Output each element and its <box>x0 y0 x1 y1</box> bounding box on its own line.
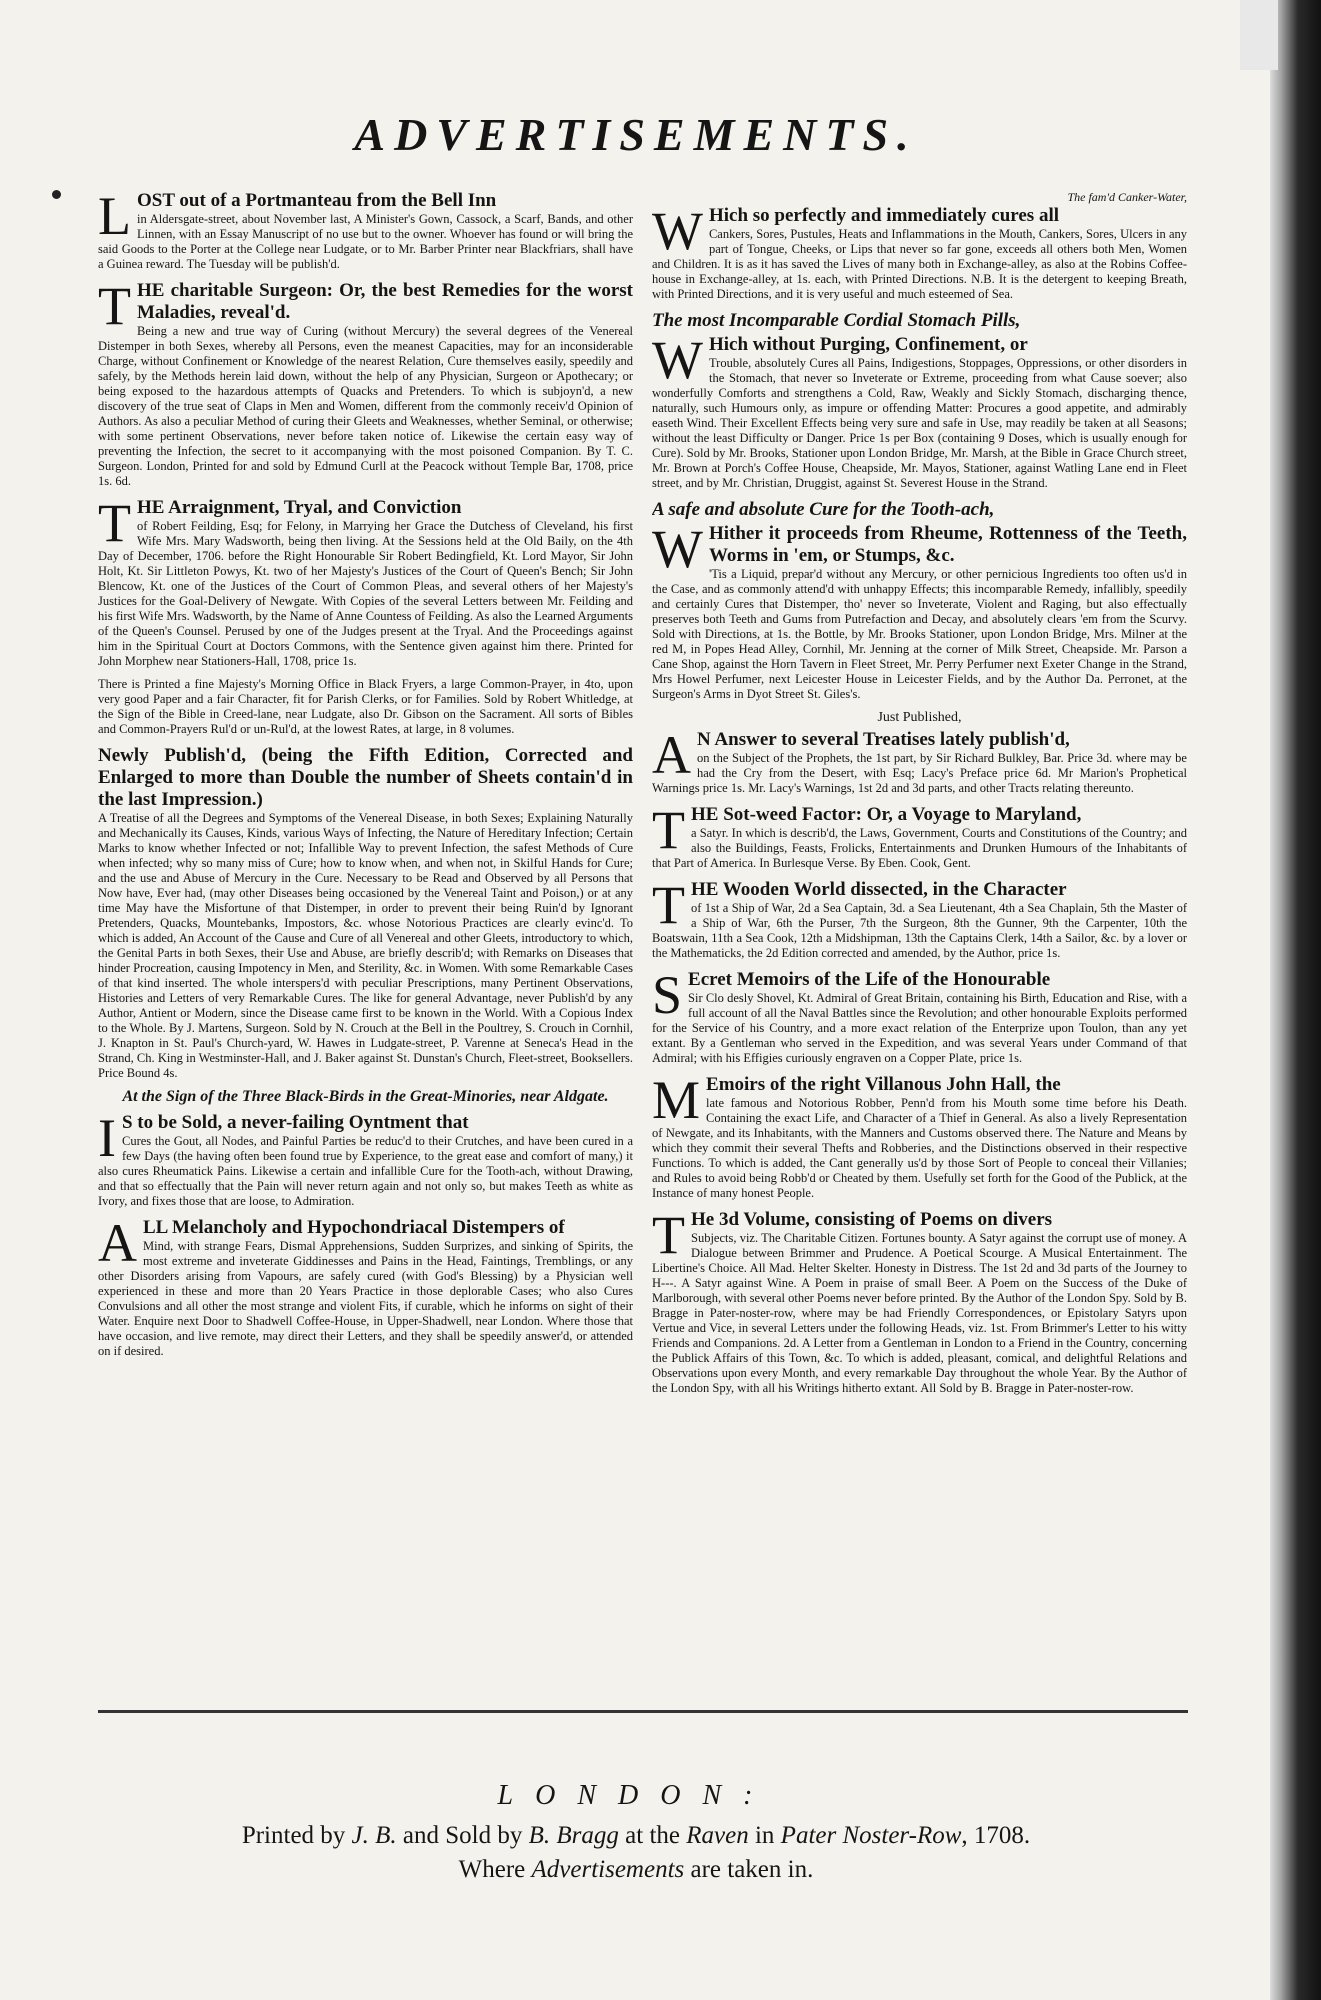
ad-content <box>98 1108 633 1209</box>
ad-heading <box>98 276 633 336</box>
ad-heading <box>652 1205 1187 1265</box>
ad-content <box>652 330 1187 491</box>
advertisement <box>98 1108 633 1209</box>
imprint-year: , 1708. <box>961 1822 1031 1849</box>
ad-content <box>652 1070 1187 1201</box>
ad-heading-text: HE Arraignment, Tryal, and Conviction <box>137 497 462 518</box>
footer-city: LONDON: <box>497 1780 775 1811</box>
drop-cap: T <box>652 1205 685 1265</box>
ad-body-text: Being a new and true way of Curing (without Mercury) the several degrees of the Venereal Distemper in both Sexes, whereby all Persons, even the meanest Capacities, may for an inconsiderable Charge, without Confinement or Knowledge of the nearest Relation, Cure themselves easily, speedily and safely, by the Methods herein laid down, without the help of any Physician, Surgeon or Apothecary; or being exposed to the hazardous attempts of Quacks and Pretenders. To which is subjoyn'd, a new discovery of the true seat of Claps in Men and Women, different from the commonly receiv'd Opinion of Authors. As also a peculiar Method of curing their Gleets and Weaknesses, whether Seminal, or otherwise; with some pertinent Observations, never before taken notice of. Likewise the certain easy way of preventing the Infection, the secret to it accompanying with the most poisoned Companion. By T. C. Surgeon. London, Printed for and sold by Edmund Curll at the Peacock without Temple Bar, 1708, price 1s. 6d. <box>98 324 633 488</box>
ad-body-text: Trouble, absolutely Cures all Pains, Indigestions, Stoppages, Oppressions, or other disorders in the Stomach, that never so Inveterate or Extreme, proceeding from what Cause soever; also wonderfully Comforts and strengthens a Cold, Raw, Weakly and Sickly Stomach, discharging thence, naturally, such Humours only, as impure or offending Matter: Procures a good appetite, and admirably easeth Wind. Their Excellent Effects being very sure and safe in Use, may readily be taken at all Seasons; without the least Difficulty or Danger. Price 1s per Box (containing 9 Doses, which is usually enough for Cure). Sold by Mr. Brooks, Stationer upon London Bridge, Mr. Marsh, at the Bible in Grace Church street, Mr. Brown at Porch's Coffee House, Cheapside, Mr. Mayos, Stationer, against Watling Lane end in Fleet street, and by Mr. Christian, Druggist, against St. Severest House in the Strand. <box>652 356 1187 490</box>
advertisement <box>98 276 633 489</box>
paper-tab <box>1240 0 1278 70</box>
ad-heading-text: Hich without Purging, Confinement, or <box>708 334 1028 355</box>
masthead-title: ADVERTISEMENTS. <box>354 109 918 160</box>
ad-content <box>652 725 1187 796</box>
advertisement <box>98 745 633 1081</box>
note-advertisements: Advertisements <box>531 1856 685 1883</box>
ad-heading-text: HE Wooden World dissected, in the Character <box>691 879 1067 900</box>
advertisement <box>652 499 1187 702</box>
advertisement <box>652 190 1187 302</box>
ad-content <box>98 190 633 272</box>
ad-body-text: Cures the Gout, all Nodes, and Painful Parties be reduc'd to their Crutches, and have been cured in a few Days (the having often been found true by Experience, to the great ease and comfort of many,) it also cures Rheumatick Pains. Likewise a certain and infallible Cure for the Tooth-ach, without Drawing, and that so effectually that the Pain will never return again and not only so, but makes Teeth as white as Ivory, and fixes those that are loose, to Admiration. <box>98 1134 633 1208</box>
imprint-text: in <box>748 1822 781 1849</box>
ad-content <box>652 875 1187 961</box>
left-column <box>98 190 633 1705</box>
drop-cap: M <box>652 1070 701 1130</box>
ad-just-published: Just Published, <box>877 710 962 725</box>
advertisement <box>98 1213 633 1359</box>
ad-heading-text: Newly Publish'd, (being the Fifth Edition, Corrected and Enlarged to more than Double the number of Sheets contain'd in the last Impression.) <box>98 745 633 810</box>
ad-body-text: a Satyr. In which is describ'd, the Laws, Government, Courts and Constitutions of the Country; and also the Buildings, Feasts, Frolicks, Entertainments and Drunken Humours of the Inhabitants of that Part of America. In Burlesque Verse. By Eben. Cook, Gent. <box>652 826 1187 870</box>
footer-advertisements-note <box>0 1856 1272 1884</box>
advertisement <box>98 677 633 737</box>
advertisement <box>98 1089 633 1104</box>
ad-heading <box>98 493 633 553</box>
ad-kicker: The fam'd Canker-Water, <box>1067 190 1187 204</box>
ad-heading <box>652 1070 1187 1130</box>
drop-cap: W <box>652 201 703 261</box>
footer-imprint <box>0 1822 1272 1850</box>
advertisement <box>652 1205 1187 1396</box>
imprint-text: at the <box>618 1822 687 1849</box>
ad-body-text: Sir Clo desly Shovel, Kt. Admiral of Great Britain, containing his Birth, Education and Rise, with a full account of all the Naval Battles since the Revolution; and other honourable Exploits performed for the Service of his Country, and a more exact relation of the Enterprize upon Toulon, than any yet extant. By a Gentleman who served in the Expedition, and was several Years under Command of that Admiral; with his Effigies curiously engraven on a Copper Plate, price 1s. <box>652 991 1187 1065</box>
ad-body-text: 'Tis a Liquid, prepar'd without any Mercury, or other pernicious Ingredients too often us'd in the Case, and as commonly attend'd with unhappy Effects; this incomparable Remedy, infallibly, speedily and certainly Cures that Distemper, tho' never so Inveterate, Violent and Raging, but also effectually preserves both Teeth and Gums from Putrefaction and Decay, and absolutely clears 'em from the Scurvy. Sold with Directions, at 1s. the Bottle, by Mr. Brooks Stationer, upon London Bridge, Mrs. Milner at the red M, in Popes Head Alley, Cornhil, Mr. Jenning at the corner of Milk Street, Cheapside. Mr. Parson a Cane Shop, against the Horn Tavern in Fleet Street, Mr. Perry Perfumer next Exeter Change in the Strand, Mrs Howel Perfumer, next Leicester House in Leicester Fields, and by the Author Da. Perronet, at the Surgeon's Arms in Dyot Street St. Giles's. <box>652 567 1187 701</box>
ad-heading-text: LL Melancholy and Hypochondriacal Distempers of <box>143 1217 565 1238</box>
imprint-text: and Sold by <box>396 1822 529 1849</box>
ad-body-text: A Treatise of all the Degrees and Symptoms of the Venereal Disease, in both Sexes; Explaining Naturally and Mechanically its Causes, Kinds, various Ways of Infecting, the Nature of Hereditary Infection; Certain Marks to know whether Infected or not; Infallible Way to prevent Infection, the safest Methods of Cure when infected; why so many miss of Cure; how to know when, and when not, in Skilful Hands for Cure; and the use and Abuse of Mercury in the Cure. Necessary to be Read and Observed by all Persons that Now have, Ever had, (may other Diseases being occasioned by the Venereal Taint and Poison,) or at any time May have the Misfortune of that Distemper, in order to prevent their being Ruin'd by Ignorant Pretenders, Quacks, Mountebanks, Impostors, &c. whose Notorious Practices are clearly evinc'd. To which is added, An Account of the Cause and Cure of all Venereal and other Gleets, introductory to which, the Genital Parts in both Sexes, their Use and Abuse, are briefly describ'd; with Remarks on Diseases that hinder Procreation, causing Impotency in Men, and Sterility, &c. in Women. With some Remarkable Cases of that kind inserted. The whole interspers'd with peculiar Prescriptions, many Pertinent Observations, Histories and Letters of very Remarkable Cures. The like for general Advantage, never Publish'd by any Author, Antient or Modern, since the Disease came first to be known in the World. With a Copious Index to the Whole. By J. Martens, Surgeon. Sold by N. Crouch at the Bell in the Poultrey, S. Crouch in Cornhil, J. Knapton in St. Paul's Church-yard, W. Hawes in Ludgate-street, P. Varenne at Seneca's Head in the Strand, Ch. King in Westminster-Hall, and J. Baker against St. Dunstan's Church, Fleet-street, Booksellers. Price Bound 4s. <box>98 811 633 1080</box>
drop-cap: T <box>652 800 685 860</box>
imprint-text: Printed by <box>241 1822 352 1849</box>
drop-cap: T <box>98 493 131 553</box>
drop-cap: L <box>98 190 131 246</box>
imprint-seller: B. Bragg <box>528 1822 619 1849</box>
right-column <box>652 190 1187 1705</box>
note-text: are taken in. <box>684 1856 814 1883</box>
drop-cap: I <box>98 1108 116 1168</box>
ad-heading <box>98 1108 633 1168</box>
ad-content <box>98 276 633 489</box>
advertisement <box>652 710 1187 796</box>
drop-cap: S <box>652 965 683 1025</box>
advertisement <box>652 800 1187 871</box>
ad-content <box>98 1213 633 1359</box>
ad-content <box>98 493 633 669</box>
ad-body-text: of Robert Feilding, Esq; for Felony, in Marrying her Grace the Dutchess of Cleveland, his first Wife Mrs. Mary Wadsworth, being then living. At the Sessions held at the Old Baily, on the 4th Day of December, 1706. before the Right Honourable Sir Robert Bedingfield, Kt. Lord Mayor, Sir John Holt, Kt. Sir Littleton Powys, Kt. two of her Majesty's Justices of the Court of Queen's Bench; Sir John Blencow, Kt. one of the Justices of the Court of Common Pleas, and several others of her Majesty's Justices for the Goal-Delivery of Newgate. With Copies of the several Letters between Mr. Feilding and his first Wife Mrs. Wadsworth, by the Name of Anne Countess of Feilding. As also the Learned Arguments of the Queen's Counsel. Perused by one of the Judges present at the Tryal. And the Proceedings against him in the Spiritual Court at Doctors Commons, with the Sentence given against him there. Printed for John Morphew near Stationers-Hall, 1708, price 1s. <box>98 519 633 668</box>
drop-cap: W <box>652 330 703 390</box>
ad-sign-line: At the Sign of the Three Black-Birds in the Great-Minories, near Aldgate. <box>122 1088 609 1105</box>
ad-body-text: There is Printed a fine Majesty's Morning Office in Black Fryers, a large Common-Prayer, in 4to, upon very good Paper and a fair Character, fit for Parish Clerks, or for Families. Sold by Robert Whitledge, at the Sign of the Bible in Creed-lane, near Ludgate, also Dr. Gibson on the Sacrament. All sorts of Bibles and Common-Prayers Rul'd or un-Rul'd, at the lowest Rates, at large, in 8 volumes. <box>98 677 633 736</box>
ad-heading-text: Ecret Memoirs of the Life of the Honourable <box>688 969 1051 990</box>
drop-cap: T <box>652 875 685 935</box>
drop-cap: W <box>652 519 703 579</box>
imprint-printer: J. B. <box>351 1822 397 1849</box>
ad-content <box>652 965 1187 1066</box>
drop-cap: A <box>652 725 691 785</box>
note-text: Where <box>458 1856 532 1883</box>
ad-body-text: Cankers, Sores, Pustules, Heats and Inflammations in the Mouth, Cankers, Sores, Ulcers in any part of Tongue, Cheeks, or Lips that never so far gone, exceeds all others both Men, Women and Children. It is as it has saved the Lives of many both in Exchange-alley, as also at the Robins Coffee-house in Exchange-alley, at 1s. each, with Printed Directions. N.B. It is the detergent to keeping Breath, with Printed Directions, and it is very useful and much esteemed of Sea. <box>652 227 1187 301</box>
ad-heading <box>652 201 1187 261</box>
ad-body-text: in Aldersgate-street, about November last, A Minister's Gown, Cassock, a Scarf, Bands, and other Linnen, with an Essay Manuscript of no use but to the owner. Whoever has found or will bring the said Goods to the Porter at the College near Ludgate, or to Mr. Barber Printer near Blackfriars, shall have a Guinea reward. The Tuesday will be publish'd. <box>98 212 633 271</box>
advertisement <box>98 493 633 669</box>
ad-heading-text: N Answer to several Treatises lately publish'd, <box>697 729 1070 750</box>
ad-heading <box>652 330 1187 390</box>
advertisement <box>98 190 633 272</box>
ad-body-text: on the Subject of the Prophets, the 1st part, by Sir Richard Bulkley, Bar. Price 3d. where may be had the Cry from the Desert, with Esq; Lacy's Preface price 6d. Mr Marion's Prophetical Warnings price 1s. Mr. Lacy's Warnings, 1st 2d and 3d parts, and other Tracts relating thereunto. <box>652 751 1187 795</box>
ink-blot <box>52 190 61 199</box>
ad-heading <box>652 519 1187 579</box>
ad-content <box>652 800 1187 871</box>
ad-content <box>652 1205 1187 1396</box>
ad-body-text: Mind, with strange Fears, Dismal Apprehensions, Sudden Surprizes, and sinking of Spirits, the most extreme and inveterate Giddinesses and Pains in the Head, Faintings, Tremblings, or any other Disorders arising from Vapours, are safely cured (with God's Blessing) by a Physician well experienced in these and more than 20 Years Practice in those deplorable Cases; who also Cures Convulsions and all other the most strange and violent Fits, if curable, which he informs on sight of their Water. Enquire next Door to Shadwell Coffee-House, in Upper-Shadwell, near London. Where those that have occasion, and live remote, may direct their Letters, and they shall be speedily answer'd, or attended on if desired. <box>98 1239 633 1358</box>
drop-cap: A <box>98 1213 137 1273</box>
ad-content <box>652 519 1187 702</box>
ad-body-text: Subjects, viz. The Charitable Citizen. Fortunes bounty. A Satyr against the corrupt use of money. A Dialogue between Brimmer and Prudence. A Poetical Scourge. A Musical Entertainment. The Libertine's Choice. All Mad. Helter Skelter. Honesty in Distress. The 1st 2d and 3d parts of the Journey to H---. A Satyr against Wine. A Poem in praise of small Beer. A Poem on the Success of the Duke of Marlborough, with several other Poems never before printed. By the Author of the London Spy. Sold by B. Bragge in Pater-noster-row, where may be had Friendly Correspondences, or Epistolary Satyrs upon Vertue and Vice, in several Letters under the following Heads, viz. 1st. From Brimmer's Letter to his witty Friends and Companions. 2d. A Letter from a Gentleman in London to a Friend in the Country, concerning the Publick Affairs of this Town, &c. To which is added, pleasant, comical, and delightful Relations and Observations upon every Month, and every remarkable Day throughout the whole Year. By the Author of the London Spy, with all his Writings hitherto extant. All Sold by B. Bragge in Pater-noster-row. <box>652 1231 1187 1395</box>
ad-heading-text: Hither it proceeds from Rheume, Rottenness of the Teeth, Worms in 'em, or Stumps, &c. <box>708 523 1187 566</box>
ad-heading <box>98 1213 633 1273</box>
ad-heading-text: S to be Sold, a never-failing Oyntment that <box>121 1112 469 1133</box>
ad-subheading: The most Incomparable Cordial Stomach Pills, <box>652 310 1021 331</box>
ad-body-text: late famous and Notorious Robber, Penn'd from his Mouth some time before his Death. Containing the exact Life, and Character of a Thief in General. As also a lively Representation of Newgate, and its Inhabitants, with the Manners and Customs observed there. The Nature and Means by which they commit their several Thefts and Robberies, and the Distinctions observed in their respective Functions. To which is added, the Cant generally us'd by those Sort of People to conceal their Villanies; and Rules to avoid being Robb'd or Cheated by them. Usefully set forth for the Good of the Publick, at the Instance of many honest People. <box>652 1096 1187 1200</box>
ad-content <box>98 677 633 737</box>
ad-heading-text: OST out of a Portmanteau from the Bell Inn <box>137 190 497 211</box>
ad-content <box>652 201 1187 302</box>
advertisement <box>652 1070 1187 1201</box>
column-bottom-rule <box>98 1710 1188 1713</box>
ad-heading <box>652 965 1187 1025</box>
scan-edge <box>1270 0 1321 2000</box>
ad-heading <box>98 745 633 811</box>
imprint-sign: Raven <box>686 1822 749 1849</box>
ad-heading-text: HE Sot-weed Factor: Or, a Voyage to Maryland, <box>691 804 1082 825</box>
ad-heading-text: Hich so perfectly and immediately cures all <box>708 205 1060 226</box>
ad-heading-text: Emoirs of the right Villanous John Hall, the <box>706 1074 1061 1095</box>
ad-heading-text: HE charitable Surgeon: Or, the best Remedies for the worst Maladies, reveal'd. <box>137 280 633 323</box>
advertisement <box>652 965 1187 1066</box>
ad-content <box>98 745 633 1081</box>
ad-subheading: A safe and absolute Cure for the Tooth-ach, <box>652 499 995 520</box>
imprint-street: Pater Noster-Row <box>780 1822 962 1849</box>
ad-body-text: of 1st a Ship of War, 2d a Sea Captain, 3d. a Sea Lieutenant, 4th a Sea Chaplain, 5th the Master of a Ship of War, 6th the Purser, 7th the Surgeon, 8th the Gunner, 9th the Carpenter, 10th the Boatswain, 11th a Sea Cook, 12th a Midshipman, 13th the Captains Clerk, 14th a Sailor, &c. by a lover or the Mathematicks, the 2d Edition corrected and amended, by the Author, price 1s. <box>652 901 1187 960</box>
drop-cap: T <box>98 276 131 336</box>
ad-heading-text: He 3d Volume, consisting of Poems on divers <box>691 1209 1053 1230</box>
advertisement <box>652 310 1187 491</box>
advertisement <box>652 875 1187 961</box>
